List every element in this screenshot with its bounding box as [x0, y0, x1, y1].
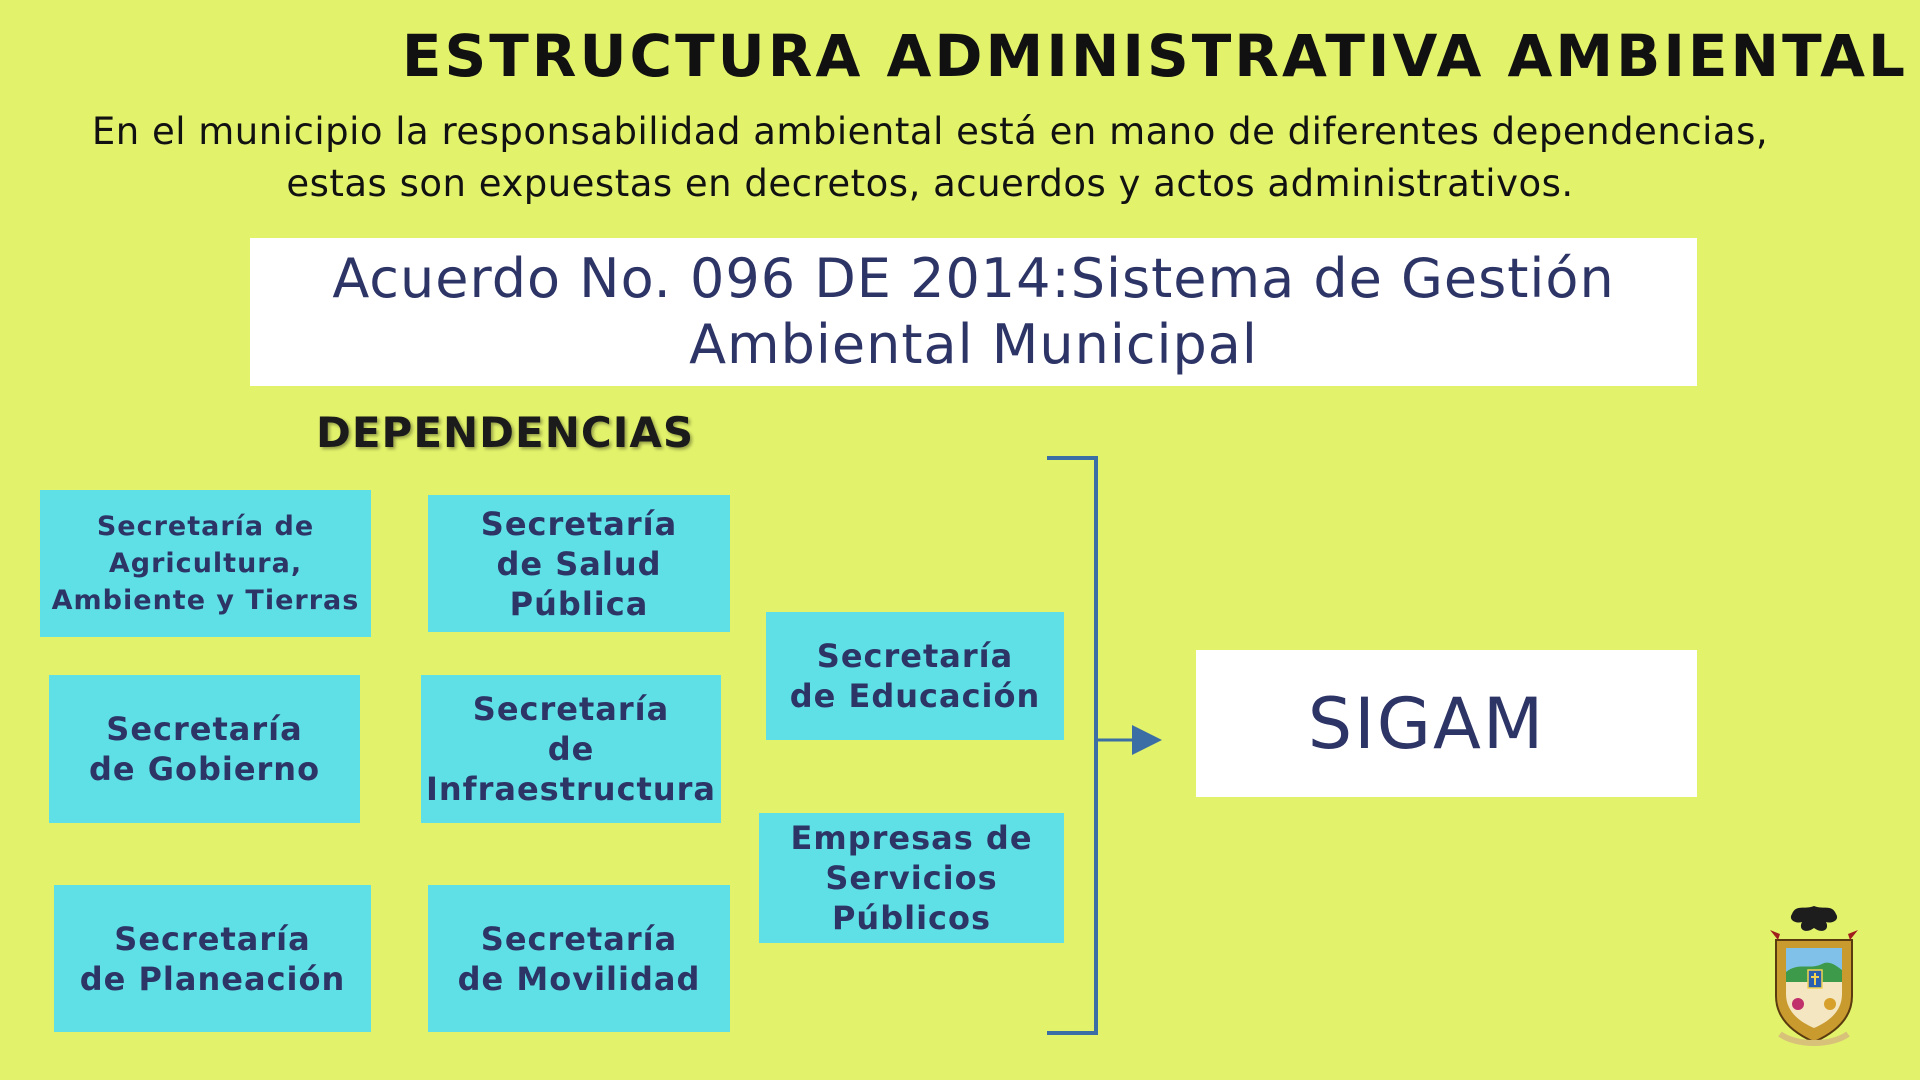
dep-line: de Salud Pública: [496, 544, 662, 623]
dep-health: [428, 495, 730, 632]
dep-education: [766, 612, 1064, 740]
dep-line: de: [547, 730, 595, 768]
bracket-line: [1047, 458, 1096, 1033]
dep-line: Secretaría: [114, 919, 311, 958]
dependencies-heading: DEPENDENCIAS: [316, 408, 695, 457]
dep-line: de Movilidad: [457, 959, 701, 998]
agreement-banner: [250, 238, 1697, 386]
dep-line: Servicios: [825, 859, 998, 897]
dep-government: [49, 675, 360, 823]
dep-line: Secretaría: [816, 637, 1014, 675]
dep-line: Secretaría: [480, 919, 678, 958]
dep-line: Secretaría: [106, 710, 303, 748]
dep-line: Secretaría: [480, 504, 678, 543]
dep-infrastructure: [421, 675, 721, 823]
dep-line: de Planeación: [79, 959, 346, 998]
dep-line: de Educación: [789, 677, 1041, 715]
dep-line: Empresas de: [790, 819, 1033, 857]
dep-planning: [54, 885, 371, 1032]
dep-mobility: [428, 885, 730, 1032]
agreement-line-1: Acuerdo No. 096 DE 2014:Sistema de Gestión: [332, 247, 1615, 310]
intro-text: [0, 106, 1860, 210]
dep-public-services: [759, 813, 1064, 943]
dep-line: Secretaría: [472, 690, 670, 728]
sigam-box: SIGAM: [1196, 650, 1697, 797]
dep-line: Agricultura,: [108, 548, 303, 579]
agreement-line-2: Ambiental Municipal: [689, 313, 1258, 376]
dep-line: Públicos: [831, 899, 992, 937]
page-title: ESTRUCTURA ADMINISTRATIVA AMBIENTAL: [401, 22, 1908, 90]
intro-line-1: En el municipio la responsabilidad ambiental está en mano de diferentes dependencias,: [91, 110, 1769, 153]
dep-line: Ambiente y Tierras: [51, 585, 360, 616]
municipal-coat-of-arms-icon: [1766, 900, 1862, 1048]
dep-line: Infraestructura: [425, 770, 716, 808]
dep-agriculture: [40, 490, 371, 637]
dep-line: Secretaría de: [96, 511, 315, 542]
dep-line: de Gobierno: [88, 750, 321, 788]
intro-line-2: estas son expuestas en decretos, acuerdos y actos administrativos.: [286, 162, 1574, 205]
